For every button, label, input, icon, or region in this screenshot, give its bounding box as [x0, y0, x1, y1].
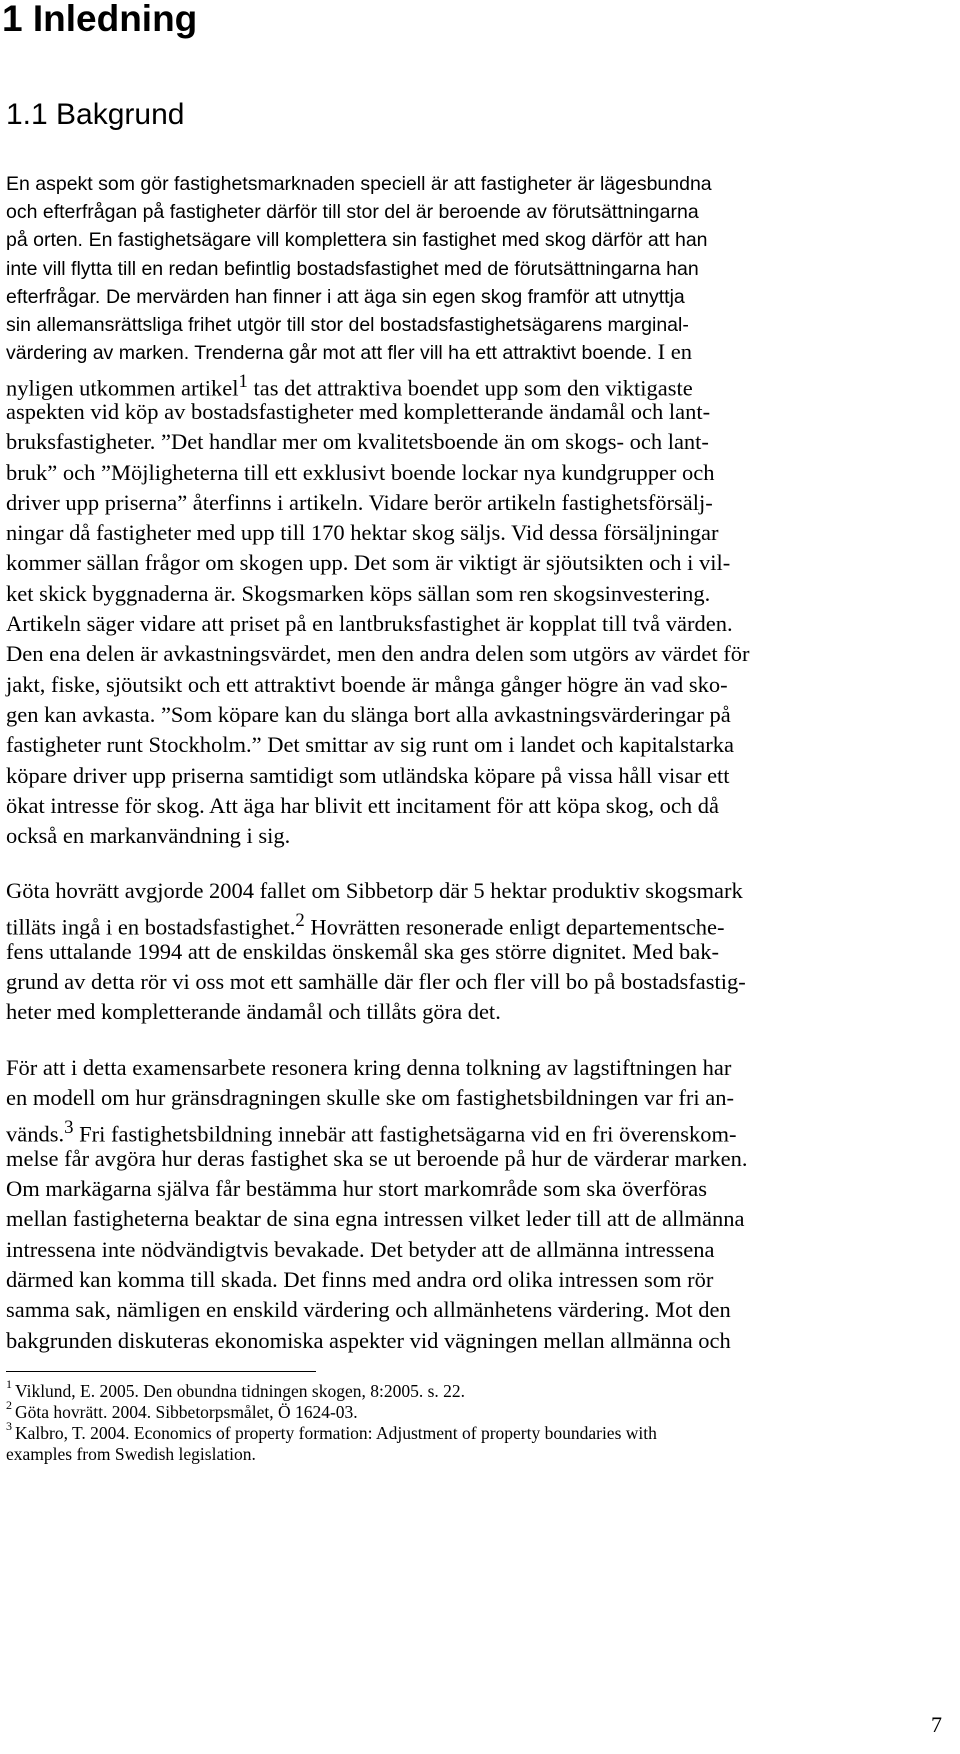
- text-line: heter med kompletterande ändamål och tillåts göra det.: [6, 999, 501, 1024]
- text-line: efterfrågar. De mervärden han finner i att äga sin egen skog framför att utnyttja: [6, 286, 685, 308]
- text-line: aspekten vid köp av bostadsfastigheter med kompletterande ändamål och lant-: [6, 399, 711, 424]
- footnote-mark: 3: [6, 1419, 12, 1434]
- text-line: Den ena delen är avkastningsvärdet, men den andra delen som utgörs av värdet för: [6, 641, 750, 666]
- text-line: på orten. En fastighetsägare vill komplettera sin fastighet med skog därför att han: [6, 229, 708, 251]
- text-line: intressena inte nödvändigtvis bevakade. Det betyder att de allmänna intressena: [6, 1237, 715, 1262]
- text-line: driver upp priserna” återfinns i artikeln. Vidare berör artikeln fastighetsförsälj-: [6, 490, 713, 515]
- chapter-heading: 1 Inledning: [2, 0, 198, 39]
- text-line: bakgrunden diskuteras ekonomiska aspekter vid vägningen mellan allmänna och: [6, 1328, 731, 1353]
- text-line: mellan fastigheterna beaktar de sina egna intressen vilket leder till att de allmänna: [6, 1206, 745, 1231]
- text-line: värdering av marken. Trenderna går mot att fler vill ha ett attraktivt boende. I en: [6, 339, 692, 364]
- text-line: ningar då fastigheter med upp till 170 hektar skog säljs. Vid dessa försäljningar: [6, 520, 719, 545]
- footnote-mark: 1: [6, 1377, 12, 1392]
- section-heading: 1.1 Bakgrund: [6, 98, 185, 131]
- footnote-ref: 3: [64, 1117, 74, 1138]
- text-line: och efterfrågan på fastigheter därför till stor del är beroende av förutsättningarna: [6, 201, 699, 223]
- footnote-ref: 1: [238, 371, 248, 392]
- footnote-continuation: examples from Swedish legislation.: [6, 1444, 256, 1464]
- text-line: gen kan avkasta. ”Som köpare kan du slänga bort alla avkastningsvärderingar på: [6, 702, 731, 727]
- footnote: $^1$ Viklund, E. 2005. Den obundna tidningen skogen, 8:2005. s. 22.: [6, 1377, 466, 1401]
- text-line: sin allemansrättsliga frihet utgör till stor del bostadsfastighetsägarens marginal-: [6, 314, 689, 336]
- text-line: Om markägarna själva får bestämma hur stort markområde som ska överföras: [6, 1176, 708, 1201]
- footnote-divider: [6, 1371, 316, 1372]
- text-line: vänds.$^3$ Fri fastighetsbildning innebär att fastighetsägarna vid en fri överenskom-: [6, 1117, 737, 1147]
- text-line: också en markanvändning i sig.: [6, 823, 291, 848]
- footnote: $^3$ Kalbro, T. 2004. Economics of property formation: Adjustment of property boundaries with: [6, 1419, 657, 1443]
- text-line: fastigheter runt Stockholm.” Det smittar av sig runt om i landet och kapitalstarka: [6, 732, 734, 757]
- text-line: kommer sällan frågor om skogen upp. Det som är viktigt är sjöutsikten och i vil-: [6, 550, 731, 575]
- footnote: $^2$ Göta hovrätt. 2004. Sibbetorpsmålet, Ö 1624-03.: [6, 1398, 358, 1422]
- page-number: 7: [931, 1712, 942, 1737]
- text-line: inte vill flytta till en redan befintlig bostadsfastighet med de förutsättningarna han: [6, 258, 699, 280]
- footnote-mark: 2: [6, 1398, 12, 1413]
- text-line: samma sak, nämligen en enskild värdering och allmänhetens värdering. Mot den: [6, 1297, 731, 1322]
- text-line: därmed kan komma till skada. Det finns med andra ord olika intressen som rör: [6, 1267, 714, 1292]
- footnote-ref: 2: [295, 910, 305, 931]
- text-line: Artikeln säger vidare att priset på en lantbruksfastighet är kopplat till två värden.: [6, 611, 733, 636]
- text-line: En aspekt som gör fastighetsmarknaden speciell är att fastigheter är lägesbundna: [6, 173, 712, 195]
- text-line: fens uttalande 1994 att de enskildas önskemål ska ges större dignitet. Med bak-: [6, 939, 719, 964]
- text-line: melse får avgöra hur deras fastighet ska se ut beroende på hur de värderar marken.: [6, 1146, 748, 1171]
- text-line: bruksfastigheter. ”Det handlar mer om kvalitetsboende än om skogs- och lant-: [6, 429, 709, 454]
- text-line: ökat intresse för skog. Att äga har blivit ett incitament för att köpa skog, och då: [6, 793, 719, 818]
- text-line: jakt, fiske, sjöutsikt och ett attraktivt boende är många gånger högre än vad sko-: [6, 672, 728, 697]
- text-line: För att i detta examensarbete resonera kring denna tolkning av lagstiftningen har: [6, 1055, 732, 1080]
- text-line: Göta hovrätt avgjorde 2004 fallet om Sibbetorp där 5 hektar produktiv skogsmark: [6, 878, 743, 903]
- text-line: köpare driver upp priserna samtidigt som utländska köpare på vissa håll visar ett: [6, 763, 730, 788]
- text-line: en modell om hur gränsdragningen skulle ske om fastighetsbildningen var fri an-: [6, 1085, 734, 1110]
- text-line: nyligen utkommen artikel$^1$ tas det attraktiva boendet upp som den viktigaste: [6, 371, 693, 401]
- text-line: tilläts ingå i en bostadsfastighet.$^2$ Hovrätten resonerade enligt departementsche-: [6, 910, 725, 940]
- text-line: ket skick byggnaderna är. Skogsmarken köps sällan som ren skogsinvestering.: [6, 581, 711, 606]
- text-line: bruk” och ”Möjligheterna till ett exklusivt boende lockar nya kundgrupper och: [6, 460, 715, 485]
- text-line: grund av detta rör vi oss mot ett samhälle där fler och fler vill bo på bostadsfastig-: [6, 969, 746, 994]
